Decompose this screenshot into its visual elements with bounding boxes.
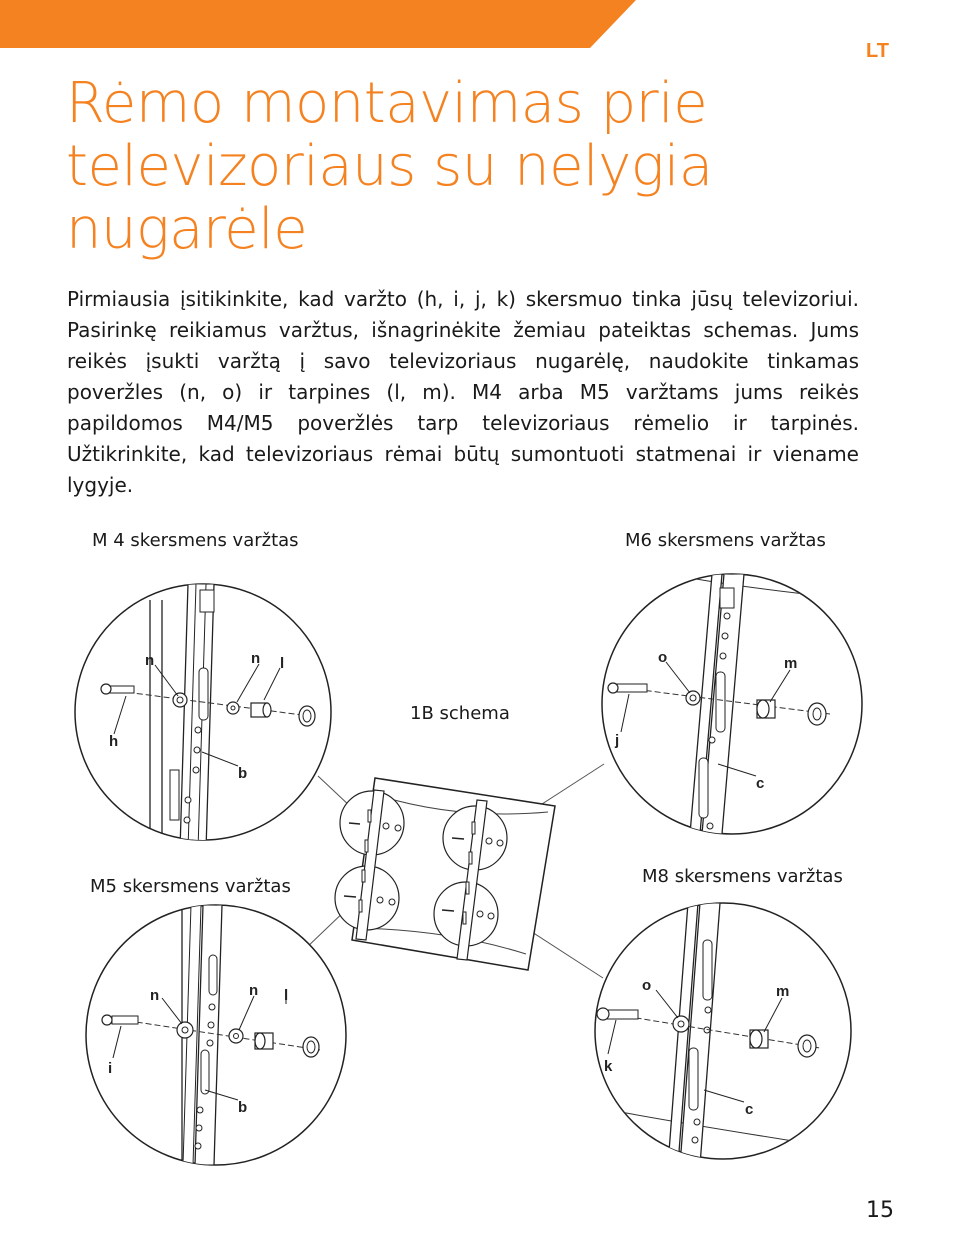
caption-m8-bolt: M8 skersmens varžtas: [642, 866, 843, 887]
title-line: nugarėle: [66, 197, 308, 262]
label-rail-b: b: [238, 765, 248, 782]
label-bolt-k: k: [604, 1058, 613, 1075]
label-bolt-h: h: [109, 733, 119, 750]
caption-m6-bolt: M6 skersmens varžtas: [625, 530, 826, 551]
caption-m4-bolt: M 4 skersmens varžtas: [92, 530, 299, 551]
label-washer-n: n: [251, 650, 261, 667]
label-spacer-l: l: [284, 987, 289, 1004]
label-spacer-m: m: [784, 655, 798, 672]
caption-m5-bolt: M5 skersmens varžtas: [90, 876, 291, 897]
label-rail-c: c: [745, 1101, 754, 1118]
detail-m4: [75, 584, 340, 850]
label-bolt-i: i: [108, 1060, 113, 1077]
label-bolt-j: j: [615, 732, 620, 749]
label-washer-o: o: [658, 649, 668, 666]
title-line: Rėmo montavimas prie: [66, 71, 708, 136]
label-rail-c: c: [756, 775, 765, 792]
instructions-paragraph: Pirmiausia įsitikinkite, kad varžto (h, i, j, k) skersmuo tinka jūsų televizoriui. Pasirinkę reikiamus varžtus, išnagrinėkite žemiau pateiktas schemas. Jums reikės įsukti varžtą į savo televizoriaus nugarėlę, naudokite tinkamas poveržles (n, o) ir tarpines (l, m). M4 arba M5 varžtams jums reikės papildomos M4/M5 poveržlės tarp televizoriaus rėmelio ir tarpinės. Užtikrinkite, kad televizoriaus rėmai būtų sumontuoti statmenai ir viename lygyje.: [67, 287, 859, 497]
tv-back-schematic: [335, 778, 555, 970]
label-washer-o: o: [642, 977, 652, 994]
page-number: 15: [866, 1198, 894, 1223]
detail-m5: [86, 905, 346, 1165]
language-tag: LT: [866, 40, 889, 62]
caption-diagram-1b: 1B schema: [410, 703, 510, 724]
label-rail-b: b: [238, 1099, 248, 1116]
title-line: televizoriaus su nelygia: [66, 134, 713, 199]
detail-m8: [595, 903, 851, 1165]
label-washer-n: n: [145, 652, 155, 669]
label-washer-n: n: [150, 987, 160, 1004]
label-washer-n: n: [249, 982, 259, 999]
label-spacer-l: l: [280, 655, 285, 672]
detail-m6: [602, 574, 862, 834]
label-spacer-m: m: [776, 983, 790, 1000]
